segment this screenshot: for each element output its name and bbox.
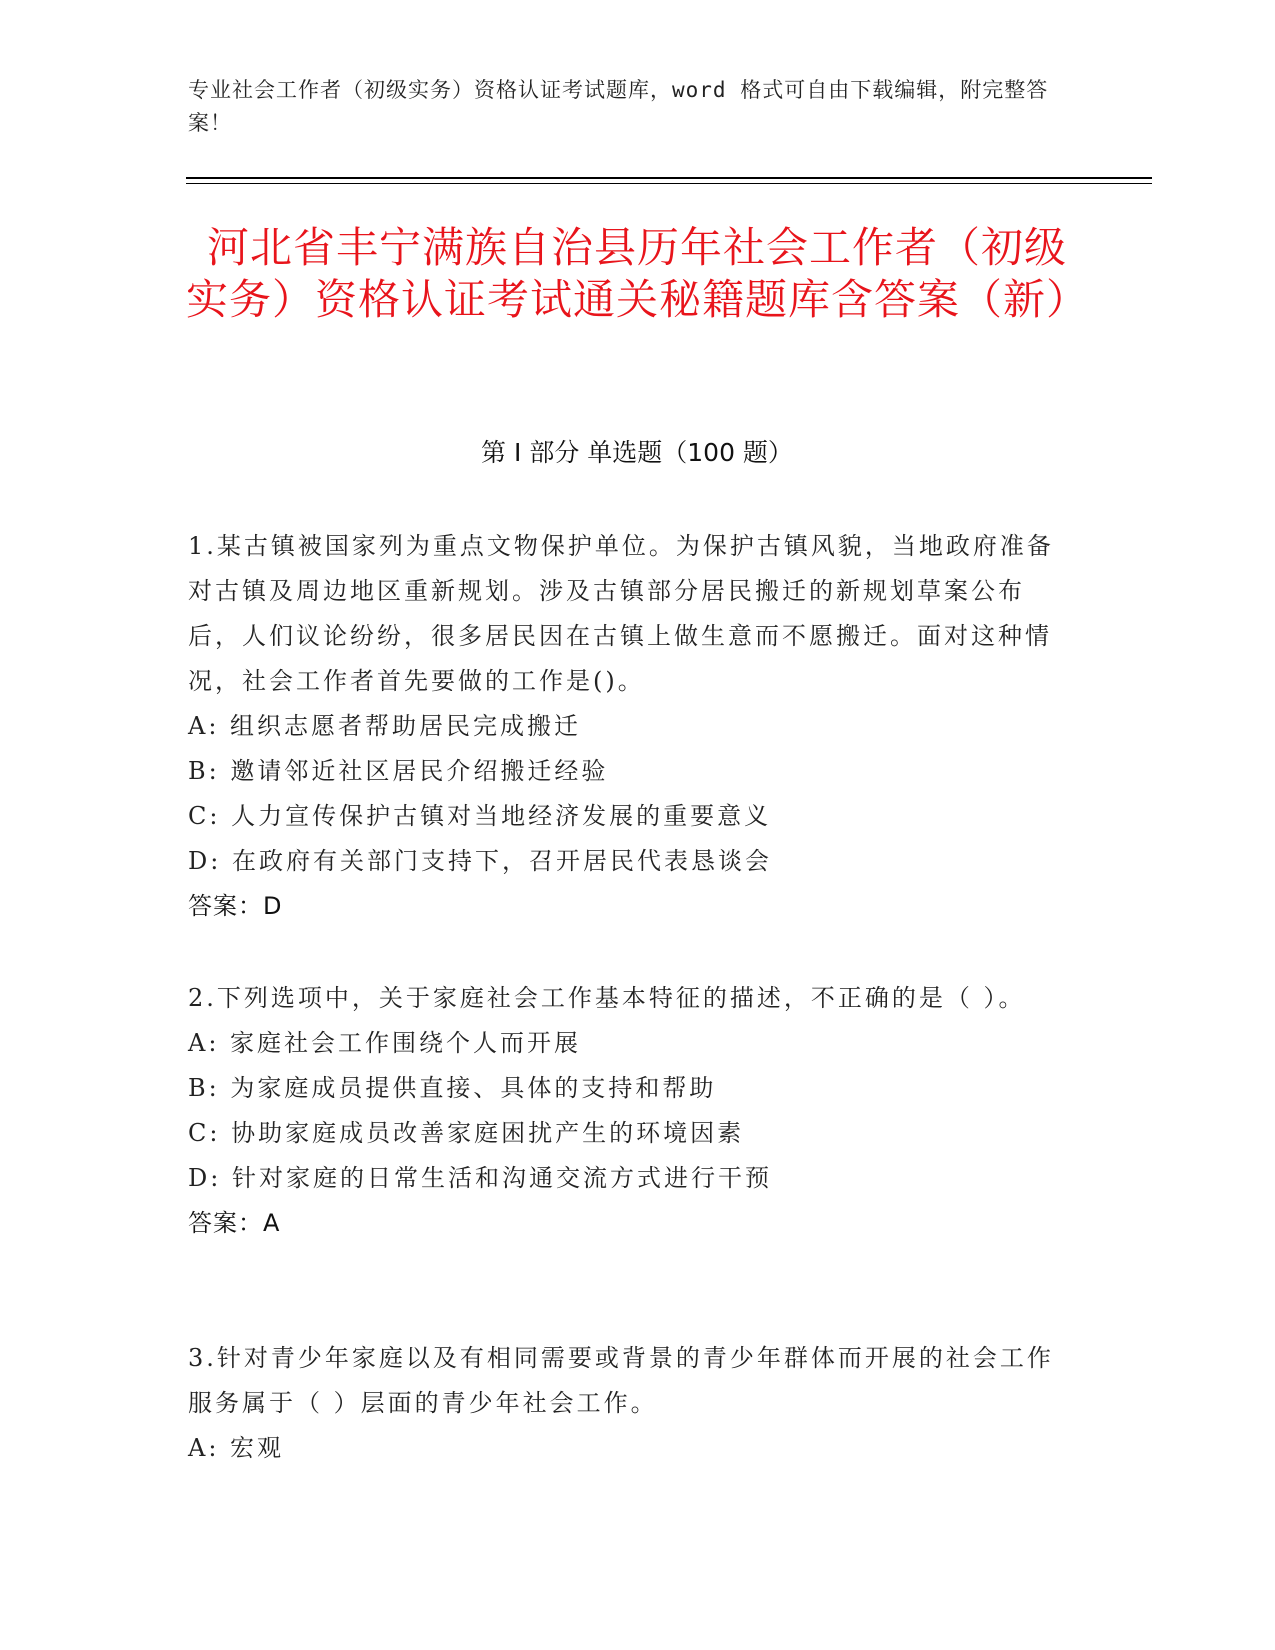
option-a: A: 组织志愿者帮助居民完成搬迁 [188,712,582,740]
header-rule-thin [186,183,1152,184]
section-heading: 第 I 部分 单选题（100 题） [481,438,793,467]
option-d: D: 针对家庭的日常生活和沟通交流方式进行干预 [188,1164,772,1192]
question-block [188,524,1058,929]
option-c: C: 协助家庭成员改善家庭困扰产生的环境因素 [188,1119,745,1147]
document-title: 河北省丰宁满族自治县历年社会工作者（初级实务）资格认证考试通关秘籍题库含答案（新） [186,223,1090,324]
question-stem: 1.某古镇被国家列为重点文物保护单位。为保护古镇风貌，当地政府准备对古镇及周边地区重新规划。涉及古镇部分居民搬迁的新规划草案公布后，人们议论纷纷，很多居民因在古镇上做生意而不愿搬迁。面对这种情况，社会工作者首先要做的工作是()。 [188,532,1054,695]
option-a: A: 宏观 [188,1434,285,1462]
question-block [188,976,1058,1246]
option-c: C: 人力宣传保护古镇对当地经济发展的重要意义 [188,802,772,830]
question-stem: 2.下列选项中，关于家庭社会工作基本特征的描述，不正确的是（ ）。 [188,984,1026,1012]
header-note: 专业社会工作者（初级实务）资格认证考试题库，word 格式可自由下载编辑，附完整答案！ [188,78,1049,135]
option-d: D: 在政府有关部门支持下，召开居民代表恳谈会 [188,847,772,875]
header-rule-thick [186,177,1152,179]
answer-line: 答案：D [188,892,283,920]
option-b: B: 邀请邻近社区居民介绍搬迁经验 [188,757,609,785]
question-stem: 3.针对青少年家庭以及有相同需要或背景的青少年群体而开展的社会工作服务属于（ ）层面的青少年社会工作。 [188,1344,1054,1417]
question-block [188,1336,1058,1471]
answer-line: 答案：A [188,1209,281,1237]
option-b: B: 为家庭成员提供直接、具体的支持和帮助 [188,1074,717,1102]
option-a: A: 家庭社会工作围绕个人而开展 [188,1029,582,1057]
